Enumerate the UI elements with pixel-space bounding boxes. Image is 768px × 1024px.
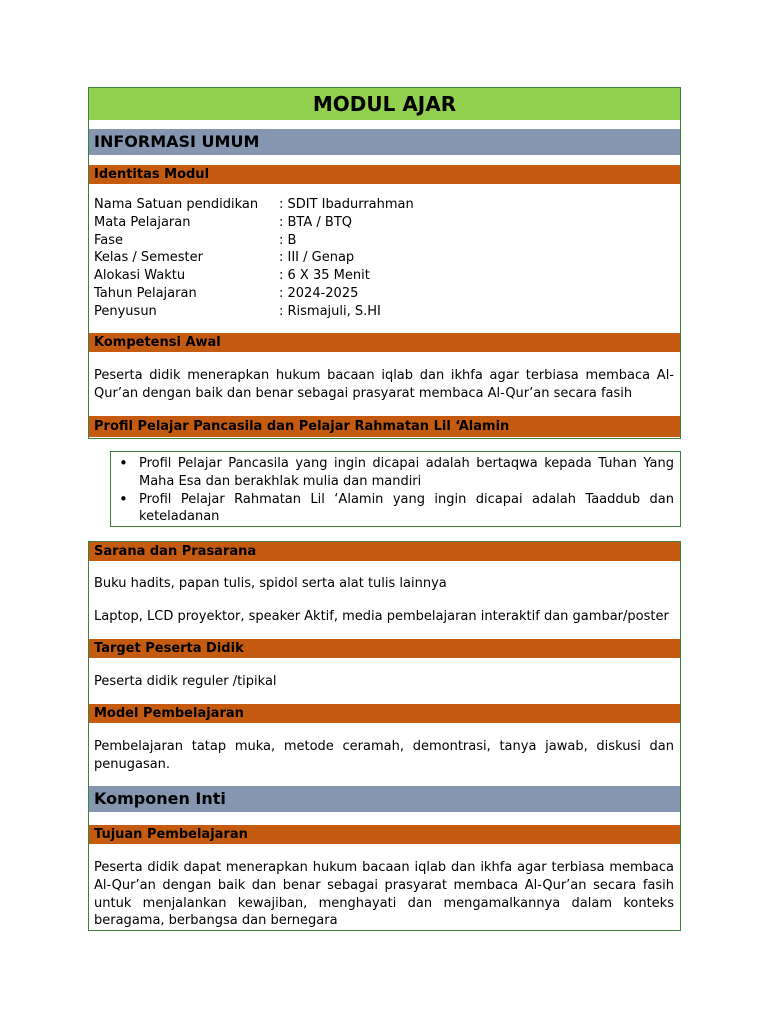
document-title: MODUL AJAR: [89, 88, 680, 120]
subheading-identitas-modul: Identitas Modul: [89, 165, 680, 184]
identitas-label: Alokasi Waktu: [94, 268, 186, 284]
identitas-value: : Rismajuli, S.HI: [279, 303, 381, 319]
sarana-line-2: Laptop, LCD proyektor, speaker Aktif, media pembelajaran interaktif dan gambar/poster: [94, 609, 669, 624]
identitas-value: : B: [279, 232, 297, 248]
subheading-tujuan-pembelajaran: Tujuan Pembelajaran: [89, 825, 680, 844]
informasi-umum-box: [88, 87, 681, 439]
identitas-list: [94, 196, 674, 321]
section-komponen-inti: Komponen Inti: [89, 786, 680, 812]
identitas-label: Fase: [94, 232, 124, 248]
tujuan-text: Peserta didik dapat menerapkan hukum bacaan iqlab dan ikhfa agar terbiasa membaca Al-Qur’an dengan baik dan benar sebagai prasyarat membaca Al-Qur’an secara fasih untuk menjalankan kewajiban, menghayati dan mengamalkannya dalam konteks beragama, berbangsa dan bernegara: [94, 860, 674, 929]
identitas-value: : 6 X 35 Menit: [279, 268, 370, 284]
identitas-value: : SDIT Ibadurrahman: [279, 197, 414, 212]
identitas-row: [94, 196, 674, 214]
identitas-row: [94, 214, 674, 232]
identitas-row: [94, 249, 674, 267]
list-item: • Profil Pelajar Pancasila yang ingin dicapai adalah bertaqwa kepada Tuhan Yang Maha Esa dan berakhlak mulia dan mandiri: [119, 455, 674, 491]
profil-bullets-box: [110, 451, 681, 527]
identitas-label: Nama Satuan pendidikan: [94, 197, 259, 212]
subheading-profil-pelajar: Profil Pelajar Pancasila dan Pelajar Rahmatan Lil ‘Alamin: [89, 416, 680, 437]
identitas-row: [94, 303, 674, 321]
identitas-value: : BTA / BTQ: [279, 214, 352, 230]
identitas-row: [94, 285, 674, 303]
subheading-target-peserta: Target Peserta Didik: [89, 639, 680, 658]
model-text: Pembelajaran tatap muka, metode ceramah, demontrasi, tanya jawab, diskusi dan penugasan.: [94, 739, 674, 772]
subheading-sarana-prasarana: Sarana dan Prasarana: [89, 542, 680, 561]
sarana-line-1: Buku hadits, papan tulis, spidol serta alat tulis lainnya: [94, 576, 447, 591]
identitas-label: Mata Pelajaran: [94, 214, 191, 230]
identitas-label: Kelas / Semester: [94, 250, 203, 266]
identitas-value: : 2024-2025: [279, 285, 359, 301]
list-item: • Profil Pelajar Rahmatan Lil ‘Alamin yang ingin dicapai adalah Taaddub dan keteladanan: [119, 491, 674, 527]
identitas-label: Tahun Pelajaran: [94, 285, 197, 301]
identitas-row: [94, 232, 674, 250]
section-informasi-umum: INFORMASI UMUM: [89, 129, 680, 155]
subheading-kompetensi-awal: Kompetensi Awal: [89, 333, 680, 352]
subheading-model-pembelajaran: Model Pembelajaran: [89, 704, 680, 723]
identitas-row: [94, 267, 674, 285]
identitas-label: Penyusun: [94, 303, 157, 319]
target-text: Peserta didik reguler /tipikal: [94, 674, 277, 689]
profil-bullet-list: [119, 455, 674, 526]
sarana-box: [88, 541, 681, 931]
identitas-value: : III / Genap: [279, 250, 355, 266]
kompetensi-text: Peserta didik menerapkan hukum bacaan iqlab dan ikhfa agar terbiasa membaca Al-Qur’an dengan baik dan benar sebagai prasyarat membaca Al-Qur’an secara fasih: [94, 368, 674, 401]
